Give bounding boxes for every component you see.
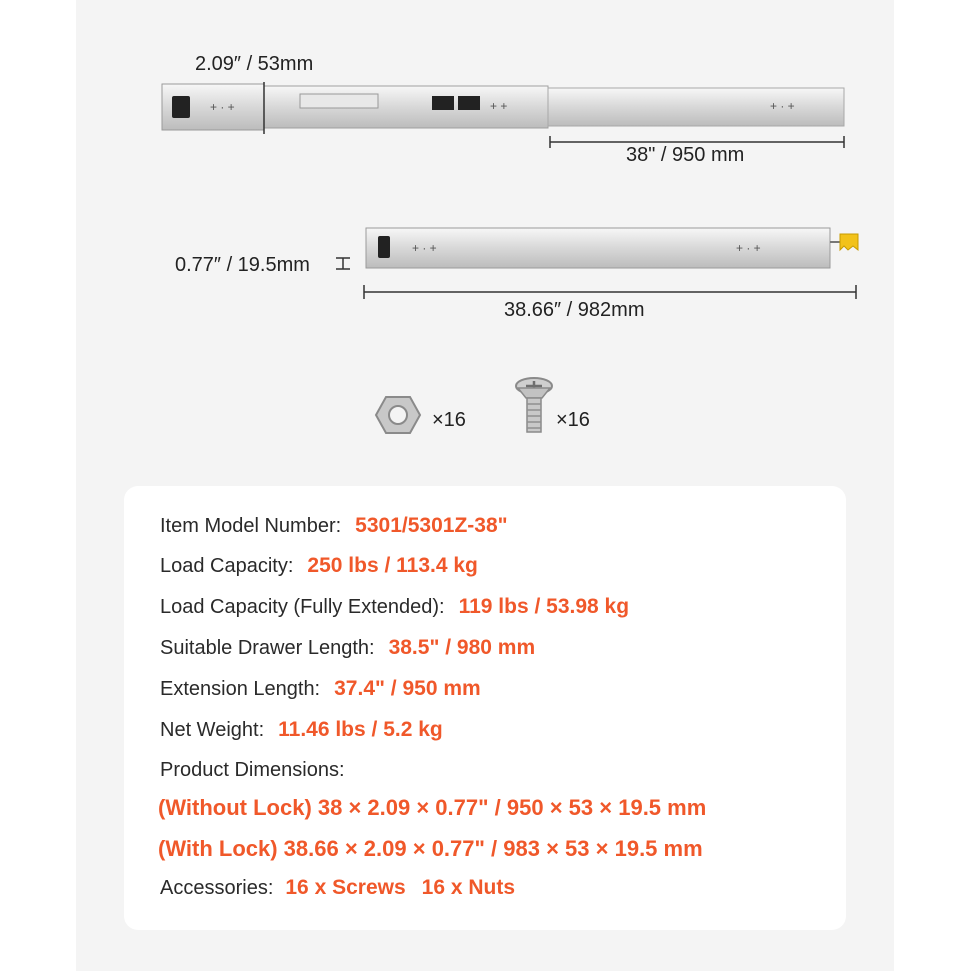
length-dimension-label: 38.66″ / 982mm [504, 299, 645, 321]
spec-load-extended-label: Load Capacity (Fully Extended): [160, 596, 445, 618]
spec-net-weight-label: Net Weight: [160, 719, 265, 741]
spec-dimensions-with-lock: (With Lock) 38.66 × 2.09 × 0.77" / 983 × 53 × 19.5 mm [158, 836, 703, 861]
extension-dimension-label: 38" / 950 mm [626, 144, 745, 166]
spec-accessories-screws: 16 x Screws [285, 876, 406, 899]
spec-load-value: 250 lbs / 113.4 kg [307, 554, 478, 577]
screw-quantity: ×16 [556, 409, 590, 431]
nut-quantity: ×16 [432, 409, 466, 431]
spec-drawer-length [160, 636, 535, 660]
spec-accessories-nuts: 16 x Nuts [421, 876, 516, 899]
spec-drawer-length-label: Suitable Drawer Length: [160, 637, 375, 659]
spec-load-extended-value: 119 lbs / 53.98 kg [458, 595, 630, 618]
spec-model [160, 514, 508, 538]
screw-icon [512, 376, 556, 436]
svg-text:+ · +: + · + [210, 100, 235, 114]
spec-net-weight [160, 718, 443, 742]
spec-load-label: Load Capacity: [160, 555, 294, 577]
svg-text:+ · +: + · + [412, 241, 437, 255]
spec-accessories [160, 876, 515, 900]
spec-drawer-length-value: 38.5" / 980 mm [388, 636, 536, 659]
spec-extension-length-value: 37.4" / 950 mm [334, 677, 481, 700]
spec-dimensions-label: Product Dimensions: [160, 759, 345, 781]
hex-nut-icon [374, 395, 422, 435]
spec-extension-length [160, 677, 481, 701]
spec-model-value: 5301/5301Z-38" [355, 514, 508, 537]
spec-accessories-label: Accessories: [160, 877, 274, 899]
closed-rail-diagram [332, 222, 872, 302]
spec-extension-length-label: Extension Length: [160, 678, 321, 700]
svg-text:+ +: + + [490, 99, 508, 113]
svg-text:+ · +: + · + [736, 241, 761, 255]
thickness-dimension-label: 0.77″ / 19.5mm [175, 254, 310, 276]
width-dimension-label: 2.09″ / 53mm [195, 53, 314, 75]
spec-dimensions-without-lock: (Without Lock) 38 × 2.09 × 0.77" / 950 × 53 × 19.5 mm [158, 795, 707, 820]
spec-model-label: Item Model Number: [160, 515, 342, 537]
spec-load [160, 554, 478, 578]
spec-net-weight-value: 11.46 lbs / 5.2 kg [278, 718, 443, 741]
spec-load-extended [160, 595, 629, 619]
spec-card [124, 486, 846, 930]
svg-text:+ · +: + · + [770, 99, 795, 113]
